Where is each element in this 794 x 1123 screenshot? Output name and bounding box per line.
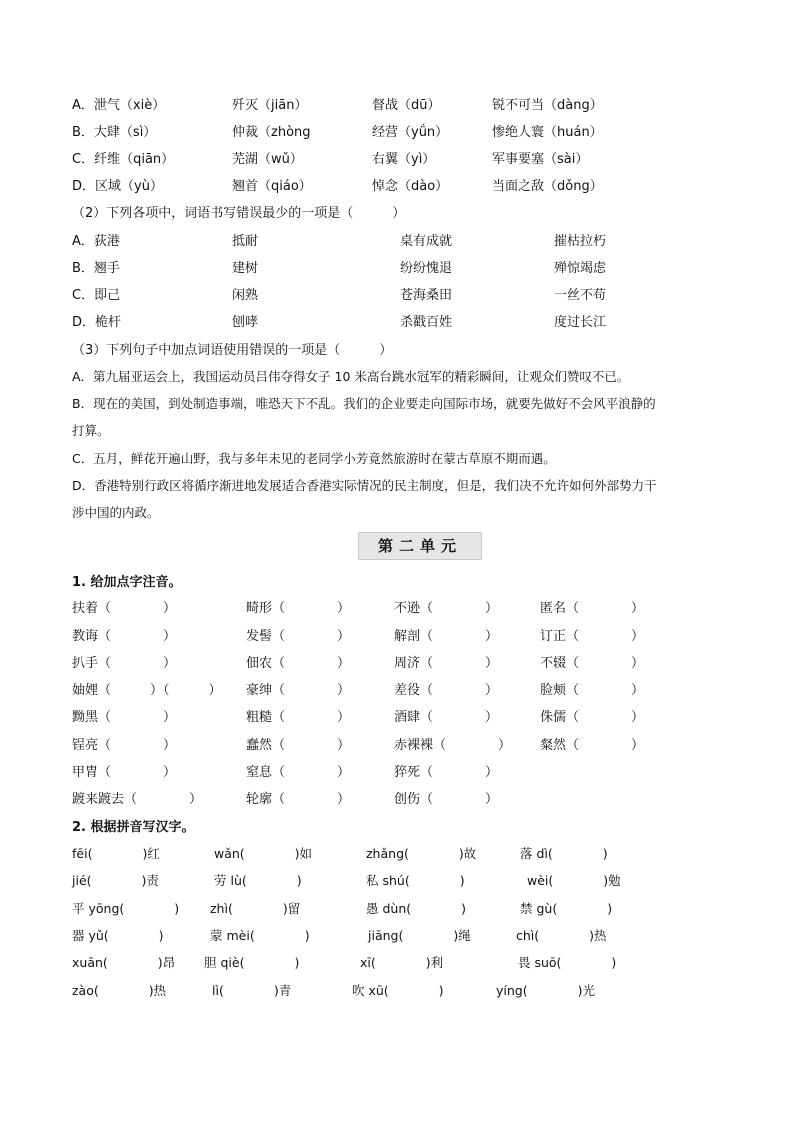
write-item: zào( )热: [72, 983, 167, 998]
q2-d-3: 杀戳百姓: [400, 315, 453, 330]
write-item: 器 yǔ( ): [72, 928, 164, 943]
write-item: 胆 qiè( ): [204, 955, 300, 970]
q1-c-2: 芜湖（wǔ）: [232, 152, 303, 167]
write-item: 愚 dùn( ): [366, 901, 467, 916]
annotate-item: 畸形（ ）: [246, 601, 351, 616]
q3-option-b-line2: 打算。: [72, 423, 110, 438]
q2-d-1: D．桅杆: [72, 315, 122, 330]
annotate-item: 锃亮（ ）: [72, 738, 177, 753]
q1-b-2: 仲裁（zhòng: [232, 125, 311, 140]
q1-a-1: A．泄气（xiè）: [72, 98, 166, 113]
annotate-item: 妯娌（ ）（ ）: [72, 683, 222, 698]
write-item: wèi( )勉: [527, 873, 621, 888]
q1-c-4: 军事要塞（sài）: [492, 152, 589, 167]
annotate-item: 扶着（ ）: [72, 601, 177, 616]
q2-c-4: 一丝不苟: [554, 288, 607, 303]
annotate-item: 酒肆（ ）: [394, 710, 499, 725]
q1-b-1: B．大肆（sì）: [72, 125, 157, 140]
write-item: fēi( )红: [72, 846, 160, 861]
write-item: chì( )热: [516, 928, 607, 943]
q2-b-4: 殚惊竭虑: [554, 261, 607, 276]
q1-a-3: 督战（dū）: [372, 98, 441, 113]
write-item: jié( )责: [72, 873, 159, 888]
annotate-item: 蠢然（ ）: [246, 738, 351, 753]
write-item: lì( )青: [212, 983, 292, 998]
annotate-item: 甲胄（ ）: [72, 765, 177, 780]
annotate-item: 创伤（ ）: [394, 792, 499, 807]
q1-d-2: 翘首（qiáo）: [232, 179, 312, 194]
q2-c-1: C．即己: [72, 288, 121, 303]
annotate-item: 脸颊（ ）: [540, 683, 645, 698]
q2-d-4: 度过长江: [554, 315, 607, 330]
q2-b-2: 建树: [232, 261, 259, 276]
q1-c-1: C．纤维（qiān）: [72, 152, 175, 167]
write-item: xī( )利: [360, 955, 444, 970]
write-item: 私 shú( ): [366, 873, 465, 888]
q2-a-4: 摧枯拉朽: [554, 234, 607, 249]
q3-option-d-line1: D．香港特别行政区将循序渐进地发展适合香港实际情况的民主制度，但是，我们决不允许如何外部势力干: [72, 478, 657, 493]
q2-b-1: B．翘手: [72, 261, 120, 276]
annotate-item: 粲然（ ）: [540, 738, 645, 753]
annotate-item: 教诲（ ）: [72, 629, 177, 644]
q3-option-c: C．五月，鲜花开遍山野，我与多年未见的老同学小芳竟然旅游时在蒙古草原不期而遇。: [72, 451, 556, 466]
annotate-item: 粗糙（ ）: [246, 710, 351, 725]
write-item: 落 dì( ): [520, 846, 608, 861]
q3-option-d-line2: 涉中国的内政。: [72, 505, 160, 520]
section1-heading: 1. 给加点字注音。: [72, 575, 182, 590]
q1-c-3: 右翼（yì）: [372, 152, 436, 167]
q3-option-b-line1: B．现在的美国，到处制造事端，唯恐天下不乱。我们的企业要走向国际市场，就要先做好不会风平浪静的: [72, 396, 656, 411]
annotate-item: 侏儒（ ）: [540, 710, 645, 725]
annotate-item: 不逊（ ）: [394, 601, 499, 616]
write-item: 平 yōng( ): [72, 901, 180, 916]
q1-a-2: 歼灭（jiān）: [232, 98, 308, 113]
write-item: jiāng( )绳: [368, 928, 471, 943]
section2-heading: 2. 根据拼音写汉字。: [72, 820, 195, 835]
q2-a-3: 桌有成就: [400, 234, 453, 249]
annotate-item: 黝黑（ ）: [72, 710, 177, 725]
annotate-item: 匿名（ ）: [540, 601, 645, 616]
annotate-item: 周济（ ）: [394, 656, 499, 671]
write-item: xuān( )昂: [72, 955, 176, 970]
q3-stem: （3）下列句子中加点词语使用错误的一项是（ ）: [72, 343, 393, 358]
q1-d-1: D．区域（yù）: [72, 179, 163, 194]
annotate-item: 窒息（ ）: [246, 765, 351, 780]
annotate-item: 轮廓（ ）: [246, 792, 351, 807]
write-item: wǎn( )如: [214, 846, 313, 861]
q3-option-a: A．第九届亚运会上，我国运动员吕伟夺得女子 10 米高台跳水冠军的精彩瞬间，让观众们赞叹不已。: [72, 369, 630, 384]
q2-b-3: 纷纷愧退: [400, 261, 453, 276]
q1-d-4: 当面之敌（dǒng）: [492, 179, 603, 194]
annotate-item: 发髻（ ）: [246, 629, 351, 644]
write-item: zhì( )留: [210, 901, 301, 916]
write-item: 劳 lù( ): [214, 873, 302, 888]
q1-d-3: 悼念（dào）: [372, 179, 449, 194]
annotate-item: 解剖（ ）: [394, 629, 499, 644]
annotate-item: 豪绅（ ）: [246, 683, 351, 698]
write-item: 畏 suō( ): [518, 955, 617, 970]
annotate-item: 扒手（ ）: [72, 656, 177, 671]
annotate-item: 不辍（ ）: [540, 656, 645, 671]
q2-a-2: 抵耐: [232, 234, 259, 249]
q2-d-2: 刨哮: [232, 315, 259, 330]
annotate-item: 赤裸裸（ ）: [394, 738, 512, 753]
q2-c-2: 闲熟: [232, 288, 259, 303]
q2-stem: （2）下列各项中，词语书写错误最少的一项是（ ）: [72, 206, 406, 221]
q2-c-3: 苍海桑田: [400, 288, 453, 303]
write-item: yíng( )光: [496, 983, 595, 998]
q2-a-1: A．荻港: [72, 234, 120, 249]
write-item: zhǎng( )故: [366, 846, 477, 861]
q1-b-4: 惨绝人寰（huán）: [492, 125, 603, 140]
annotate-item: 踱来踱去（ ）: [72, 792, 203, 807]
write-item: 禁 gù( ): [520, 901, 613, 916]
annotate-item: 猝死（ ）: [394, 765, 499, 780]
unit-title: 第二单元: [358, 532, 482, 560]
write-item: 吹 xū( ): [352, 983, 444, 998]
annotate-item: 佃农（ ）: [246, 656, 351, 671]
q1-a-4: 锐不可当（dàng）: [492, 98, 603, 113]
q1-b-3: 经营（yǘn）: [372, 125, 449, 140]
annotate-item: 订正（ ）: [540, 629, 645, 644]
annotate-item: 差役（ ）: [394, 683, 499, 698]
write-item: 蒙 mèi( ): [210, 928, 310, 943]
